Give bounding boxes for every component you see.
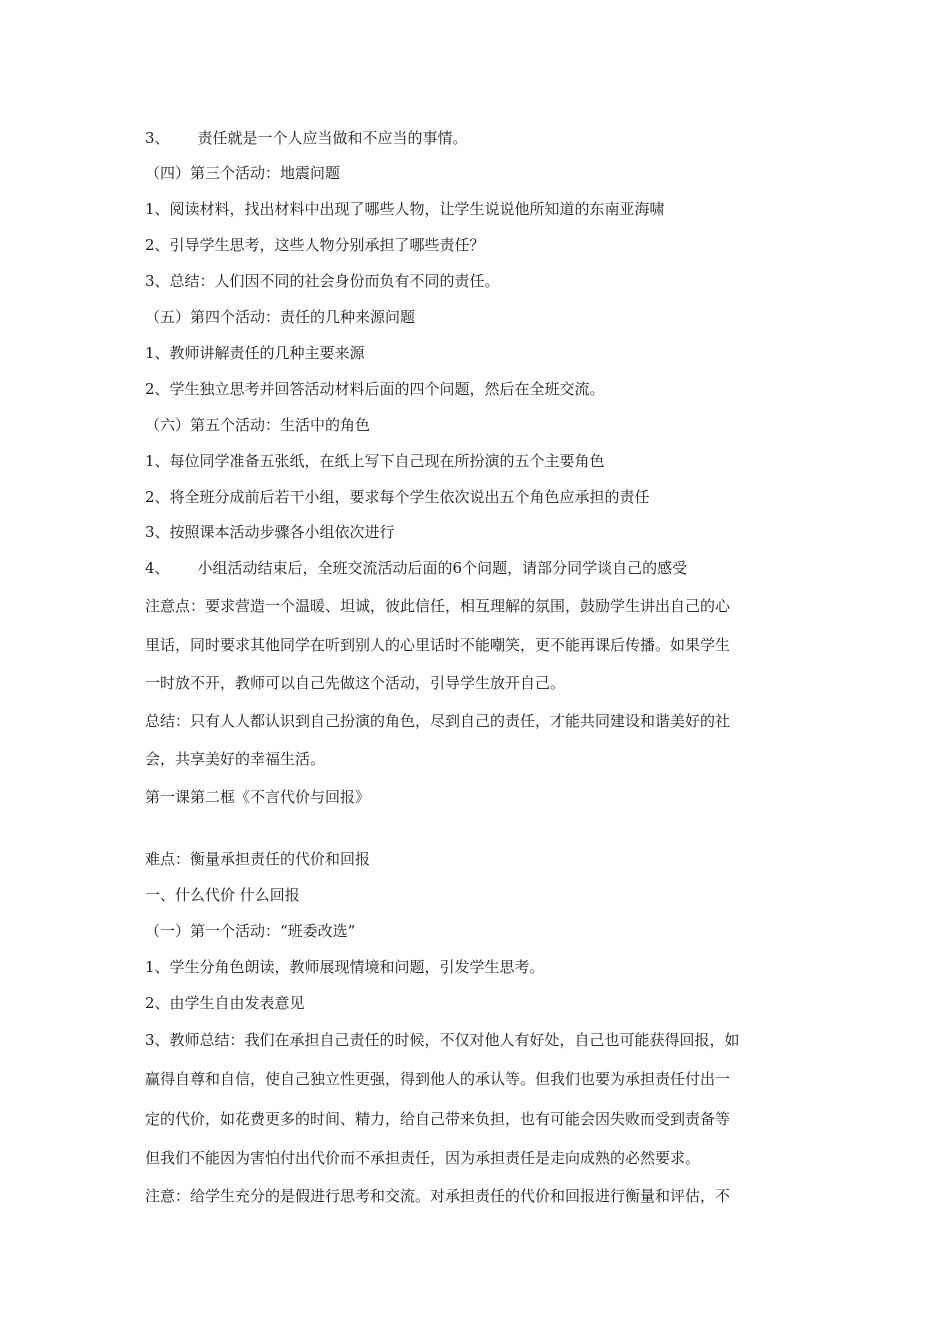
section-heading: （四）第三个活动：地震问题 <box>145 164 341 182</box>
paragraph-line: 1、学生分角色朗读，教师展现情境和问题，引发学生思考。 <box>145 958 545 976</box>
paragraph-line: 难点：衡量承担责任的代价和回报 <box>145 850 371 868</box>
paragraph-line: 2、由学生自由发表意见 <box>145 994 305 1012</box>
paragraph-line: 定的代价，如花费更多的时间、精力，给自己带来负担，也有可能会因失败而受到责备等 <box>145 1110 731 1128</box>
paragraph-line: 2、将全班分成前后若干小组，要求每个学生依次说出五个角色应承担的责任 <box>145 488 650 506</box>
section-heading: （六）第五个活动：生活中的角色 <box>145 416 371 434</box>
paragraph-line <box>145 128 468 148</box>
line-text: 小组活动结束后，全班交流活动后面的6个问题，请部分同学谈自己的感受 <box>197 559 688 577</box>
paragraph-line: 3、总结：人们因不同的社会身份而负有不同的责任。 <box>145 272 500 290</box>
lesson-title: 第一课第二框《不言代价与回报》 <box>145 788 371 806</box>
paragraph-line: 里话，同时要求其他同学在听到别人的心里话时不能嘲笑，更不能再课后传播。如果学生 <box>145 636 731 654</box>
section-heading: （五）第四个活动：责任的几种来源问题 <box>145 308 416 326</box>
section-heading: 一、什么代价 什么回报 <box>145 886 300 904</box>
paragraph-line: 注意：给学生充分的是假进行思考和交流。对承担责任的代价和回报进行衡量和评估，不 <box>145 1187 731 1205</box>
paragraph-line <box>145 558 687 578</box>
paragraph-line: 3、教师总结：我们在承担自己责任的时候，不仅对他人有好处，自己也可能获得回报，如 <box>145 1031 740 1049</box>
paragraph-line: 2、引导学生思考，这些人物分别承担了哪些责任？ <box>145 236 485 254</box>
paragraph-line: 会，共享美好的幸福生活。 <box>145 750 326 768</box>
paragraph-line: 2、学生独立思考并回答活动材料后面的四个问题，然后在全班交流。 <box>145 380 605 398</box>
paragraph-line: 一时放不开，教师可以自己先做这个活动，引导学生放开自己。 <box>145 674 566 692</box>
line-text: 责任就是一个人应当做和不应当的事情。 <box>197 129 468 147</box>
paragraph-line: 注意点：要求营造一个温暖、坦诚，彼此信任，相互理解的氛围，鼓励学生讲出自己的心 <box>145 597 731 615</box>
section-heading: （一）第一个活动：“班委改选” <box>145 922 356 940</box>
paragraph-line: 1、教师讲解责任的几种主要来源 <box>145 344 365 362</box>
paragraph-line: 3、按照课本活动步骤各小组依次进行 <box>145 523 395 541</box>
paragraph-line: 总结：只有人人都认识到自己扮演的角色，尽到自己的责任，才能共同建设和谐美好的社 <box>145 712 731 730</box>
paragraph-line: 赢得自尊和自信，使自己独立性更强，得到他人的承认等。但我们也要为承担责任付出一 <box>145 1070 731 1088</box>
list-number: 3、 <box>145 129 170 147</box>
paragraph-line: 1、每位同学准备五张纸，在纸上写下自己现在所扮演的五个主要角色 <box>145 452 605 470</box>
paragraph-line: 1、阅读材料，找出材料中出现了哪些人物，让学生说说他所知道的东南亚海啸 <box>145 200 665 218</box>
list-number: 4、 <box>145 559 170 577</box>
paragraph-line: 但我们不能因为害怕付出代价而不承担责任，因为承担责任是走向成熟的必然要求。 <box>145 1149 701 1167</box>
